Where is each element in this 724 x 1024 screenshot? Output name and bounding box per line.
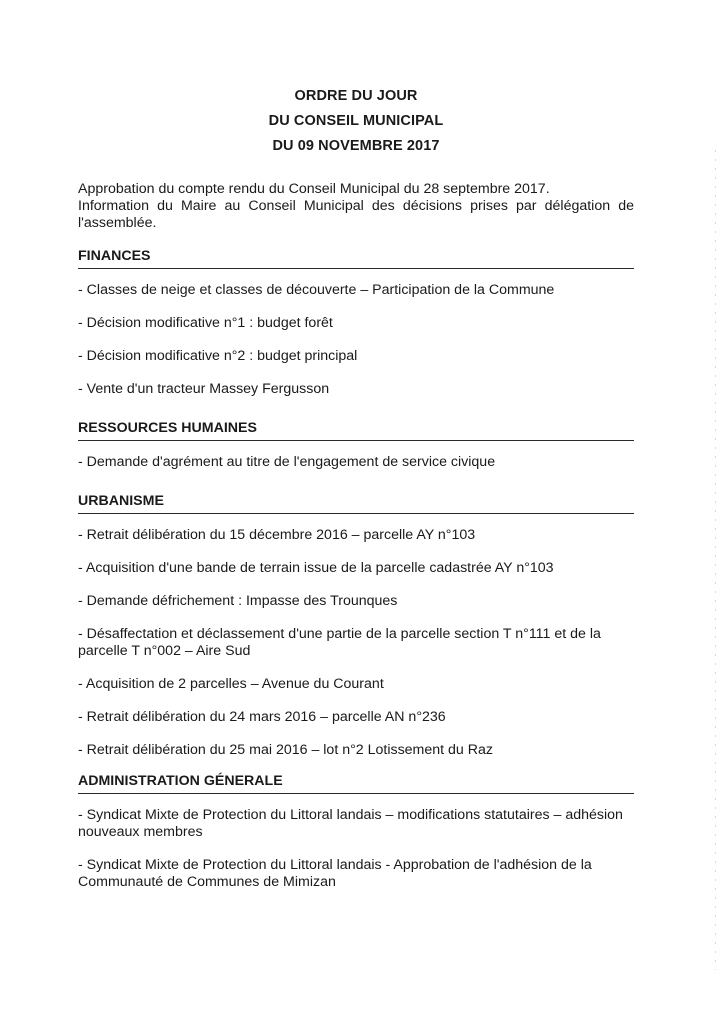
agenda-item: - Vente d'un tracteur Massey Fergusson [78,381,330,397]
section-urbanisme [78,493,634,759]
agenda-item: - Acquisition d'une bande de terrain issue de la parcelle cadastrée AY n°103 [78,560,554,576]
agenda-item: - Retrait délibération du 25 mai 2016 – lot n°2 Lotissement du Raz [78,742,493,758]
section-heading: RESSOURCES HUMAINES [78,420,634,441]
agenda-item: - Désaffectation et déclassement d'une partie de la parcelle section T n°111 et de la parcelle T n°002 – Aire Sud [78,626,601,659]
intro-paragraph-1: Approbation du compte rendu du Conseil Municipal du 28 septembre 2017. [78,181,550,197]
intro-paragraph-2: Information du Maire au Conseil Municipal des décisions prises par délégation de l'assemblée. [78,198,634,231]
section-heading: ADMINISTRATION GÉNERALE [78,773,634,794]
agenda-item: - Acquisition de 2 parcelles – Avenue du Courant [78,676,384,692]
section-heading: FINANCES [78,248,634,269]
agenda-item: - Syndicat Mixte de Protection du Littoral landais – modifications statutaires – adhésion nouveaux membres [78,807,623,840]
section-heading: URBANISME [78,493,634,514]
agenda-item: - Syndicat Mixte de Protection du Littoral landais - Approbation de l'adhésion de la Communauté de Communes de Mimizan [78,857,592,890]
document-title [78,0,634,159]
agenda-item: - Classes de neige et classes de découverte – Participation de la Commune [78,282,555,298]
title-line-3: DU 09 NOVEMBRE 2017 [272,138,440,154]
intro [78,181,634,232]
section-ressources-humaines [78,420,634,471]
scan-edge-mark [715,150,716,970]
agenda-item: - Décision modificative n°1 : budget forêt [78,315,333,331]
section-administration-generale [78,773,634,891]
agenda-item: - Demande d'agrément au titre de l'engagement de service civique [78,454,496,470]
agenda-item: - Décision modificative n°2 : budget principal [78,348,358,364]
agenda-item: - Demande défrichement : Impasse des Trounques [78,593,398,609]
title-line-1: ORDRE DU JOUR [294,88,418,104]
title-line-2: DU CONSEIL MUNICIPAL [268,113,444,129]
agenda-item: - Retrait délibération du 24 mars 2016 – parcelle AN n°236 [78,709,446,725]
section-finances [78,248,634,398]
agenda-item: - Retrait délibération du 15 décembre 2016 – parcelle AY n°103 [78,527,476,543]
